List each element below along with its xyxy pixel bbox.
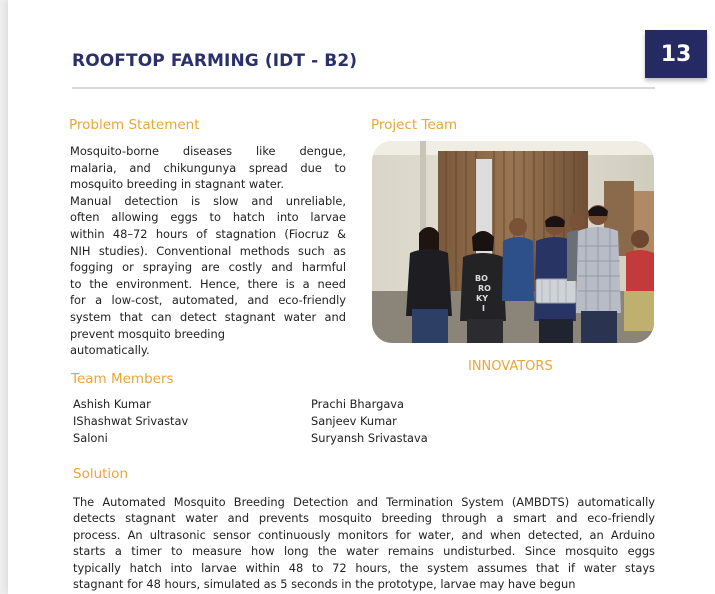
problem-statement-text <box>70 143 346 359</box>
text-line: within 48–72 hours of stagnation (Fiocruz & <box>70 226 346 241</box>
text-line: starts a timer to measure how long the water remains undisturbed. Since mosquito eggs <box>73 544 655 559</box>
page-number-badge: 13 <box>645 30 707 78</box>
text-line: detects stagnant water and prevents mosquito breeding through a smart and eco-friendly <box>73 511 655 526</box>
solution-heading: Solution <box>73 466 128 482</box>
team-member: Saloni <box>73 431 108 445</box>
shirt-text-1: BO <box>475 274 488 283</box>
title-divider <box>72 87 655 89</box>
text-line: Mosquito-borne diseases like dengue, <box>70 144 346 158</box>
solution-text <box>73 494 655 592</box>
team-photo <box>372 141 654 343</box>
text-line: for a low-cost, automated, and eco-friendly <box>70 293 346 308</box>
team-members-heading: Team Members <box>71 371 174 387</box>
team-member: Ashish Kumar <box>73 397 151 411</box>
page-title: ROOFTOP FARMING (IDT - B2) <box>72 51 358 71</box>
text-line: process. An ultrasonic sensor continuously monitors for water, and when detected, an Arduino <box>73 527 655 542</box>
problem-statement-heading: Problem Statement <box>69 117 200 133</box>
team-member: IShashwat Srivastav <box>73 414 189 428</box>
shirt-text-3: KY <box>476 294 488 303</box>
team-member: Suryansh Srivastava <box>311 431 428 445</box>
innovators-caption: INNOVATORS <box>468 359 553 374</box>
shirt-text-4: I <box>482 304 485 313</box>
team-member: Sanjeev Kumar <box>311 414 397 428</box>
document-page <box>8 0 715 594</box>
text-line: typically hatch into larvae within 48 to 72 hours, the system assumes that if water stays <box>73 560 655 575</box>
text-line: malaria, and chikungunya spread due to <box>70 160 346 175</box>
team-members-right-list <box>311 396 428 447</box>
text-line: Manual detection is slow and unreliable, <box>70 193 346 208</box>
text-line: stagnant for 48 hours, simulated as 5 seconds in the prototype, larvae may have begun <box>73 577 576 592</box>
text-line: The Automated Mosquito Breeding Detection and Termination System (AMBDTS) automatically <box>73 495 655 509</box>
text-line: NIH studies). Conventional methods such as <box>70 243 346 258</box>
shirt-text-2: RO <box>478 284 491 293</box>
text-line: fogging or spraying are costly and harmful <box>70 260 346 275</box>
text-line: prevent mosquito breeding <box>70 326 225 341</box>
team-member: Prachi Bhargava <box>311 397 405 411</box>
text-line: automatically. <box>70 343 150 358</box>
team-members-left-list <box>73 396 188 447</box>
project-team-heading: Project Team <box>371 117 458 133</box>
text-line: to the environment. Hence, there is a need <box>70 276 346 291</box>
text-line: system that can detect stagnant water and <box>70 309 346 324</box>
text-line: often allowing eggs to hatch into larvae <box>70 210 346 225</box>
text-line: mosquito breeding in stagnant water. <box>70 177 284 192</box>
